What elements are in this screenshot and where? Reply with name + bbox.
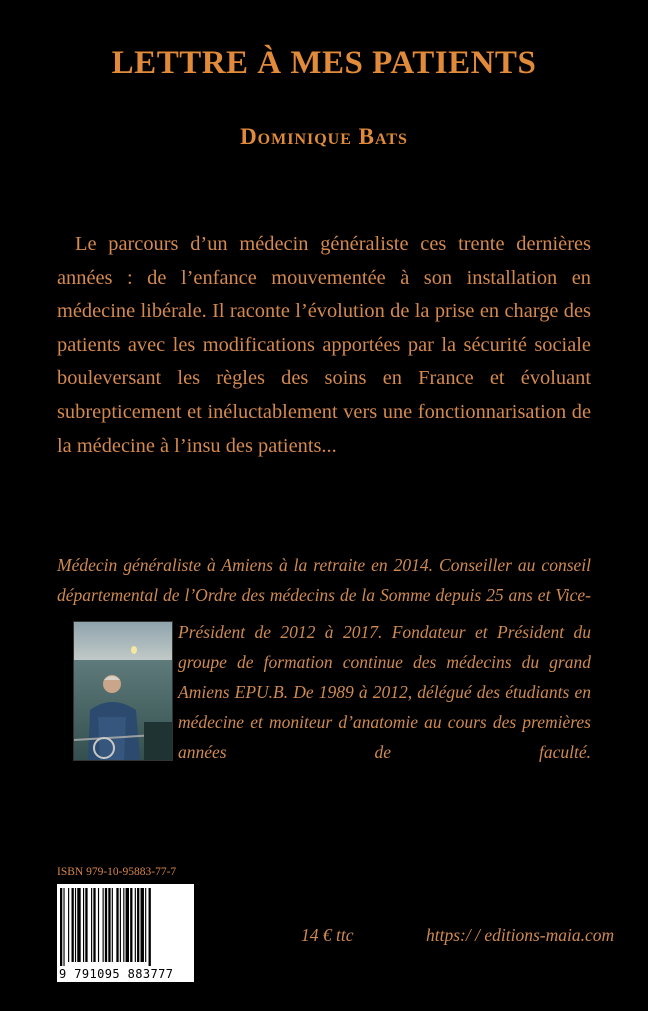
- book-summary: Le parcours d’un médecin généraliste ces trente dernières années : de l’enfance mouvementée à son installation en médecine libérale. Il raconte l’évolution de la prise en charge des patients avec les modifications apportées par la sécurité sociale bouleversant les règles des soins en France et évoluant subrepticement et inéluctablement vers une fonctionnarisation de la médecine à l’insu des patients...: [57, 233, 591, 457]
- barcode-bar: [98, 888, 99, 962]
- barcode-bar: [68, 888, 69, 962]
- barcode-bar: [63, 888, 64, 966]
- barcode-bar: [116, 888, 118, 962]
- author-name: Dominique Bats: [240, 124, 408, 149]
- barcode-icon: [57, 884, 194, 966]
- author-bio-intro: Médecin généraliste à Amiens à la retraite en 2014. Conseiller au conseil départemental de l’Ordre des médecins de la Somme depuis 25 ans et Vice-: [57, 555, 591, 605]
- barcode-bar: [149, 888, 151, 966]
- barcode-bar: [123, 888, 124, 962]
- barcode-bar: [105, 888, 107, 962]
- barcode-bar: [75, 888, 76, 962]
- barcode-bar: [83, 888, 84, 962]
- barcode-bar: [85, 888, 87, 962]
- barcode-bar: [130, 888, 132, 962]
- barcode: [57, 884, 194, 982]
- barcode-bar: [77, 888, 80, 962]
- barcode-bar: [120, 888, 121, 962]
- author-photo-icon: [74, 622, 172, 760]
- barcode-bar: [112, 888, 113, 962]
- barcode-bar: [72, 888, 74, 962]
- barcode-bar: [137, 888, 139, 962]
- barcode-bar: [103, 888, 104, 962]
- barcode-digits: 9 791095 883777: [57, 966, 194, 982]
- price-label: 14 € ttc: [301, 925, 354, 945]
- barcode-bar: [93, 888, 95, 962]
- book-title: LETTRE À MES PATIENTS: [111, 45, 537, 81]
- barcode-bar: [60, 888, 62, 966]
- publisher-url: https:/ / editions-maia.com: [426, 925, 615, 945]
- barcode-bar: [91, 888, 92, 962]
- author-photo: [73, 621, 173, 761]
- barcode-bar: [126, 888, 129, 962]
- barcode-bar: [145, 888, 146, 962]
- isbn-label: ISBN 979-10-95883-77-7: [57, 866, 177, 878]
- barcode-bar: [135, 888, 136, 962]
- author-bio-continued: Président de 2012 à 2017. Fondateur et Président du groupe de formation continue des médecins du grand Amiens EPU.B. De 1989 à 2012, délégué des étudiants en médecine et moniteur d’anatomie au cours des premières années de faculté.: [178, 622, 591, 762]
- barcode-bar: [108, 888, 110, 962]
- barcode-bar: [141, 888, 144, 962]
